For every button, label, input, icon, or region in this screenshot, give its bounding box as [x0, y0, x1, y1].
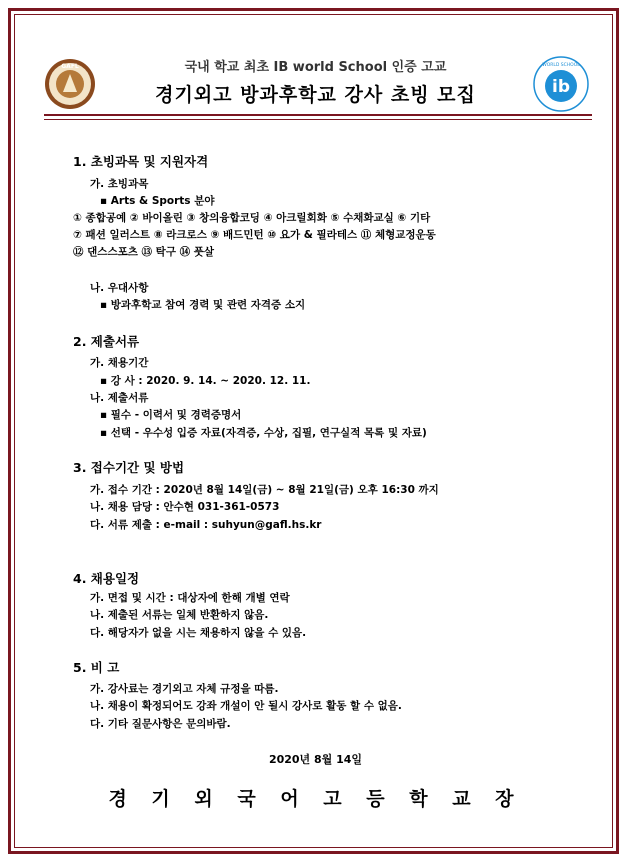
header-rule-thick: [44, 114, 592, 116]
section1-a-bullet: ▪ Arts & Sports 분야: [100, 195, 215, 207]
section1-heading: 1. 초빙과목 및 지원자격: [73, 154, 209, 169]
header-rule-thin: [44, 119, 592, 120]
section4-line-2: 나. 제출된 서류는 일체 반환하지 않음.: [90, 609, 269, 621]
seal-text: GAFL: [61, 63, 79, 70]
section2-heading: 2. 제출서류: [73, 334, 140, 349]
section5-line-1: 가. 강사료는 경기외고 자체 규정을 따름.: [90, 683, 279, 695]
issuer-signature: 경 기 외 국 어 고 등 학 교 장: [108, 788, 523, 810]
section5-line-3: 다. 기타 질문사항은 문의바람.: [90, 718, 231, 730]
document-date: 2020년 8월 14일: [268, 753, 363, 766]
section2-b-bullet-2: ▪ 선택 - 우수성 입증 자료(자격증, 수상, 집필, 연구실적 목록 및 자료): [100, 427, 427, 439]
subjects-line-3: ⑫ 댄스스포츠 ⑬ 탁구 ⑭ 풋살: [73, 246, 215, 258]
section1-b-bullet: ▪ 방과후학교 참여 경력 및 관련 자격증 소지: [100, 299, 306, 311]
section3-line-2: 나. 채용 담당 : 안수현 031-361-0573: [90, 501, 280, 513]
section2-b-bullet-1: ▪ 필수 - 이력서 및 경력증명서: [100, 409, 242, 421]
section5-heading: 5. 비 고: [73, 660, 120, 675]
section4-line-1: 가. 면접 및 시간 : 대상자에 한해 개별 연락: [90, 592, 290, 604]
ib-mark: ib: [552, 77, 570, 97]
header-subtitle: 국내 학교 최초 IB world School 인증 고교: [184, 60, 447, 75]
page-title: 경기외고 방과후학교 강사 초빙 모집: [155, 84, 476, 106]
section4-heading: 4. 채용일정: [73, 571, 140, 586]
section2-a-label: 가. 채용기간: [90, 357, 149, 369]
ib-ring-text: WORLD SCHOOL: [542, 63, 580, 68]
section3-heading: 3. 접수기간 및 방법: [73, 460, 185, 475]
section5-line-2: 나. 채용이 확정되어도 강좌 개설이 안 될시 강사로 활동 할 수 없음.: [90, 700, 402, 712]
section1-b-label: 나. 우대사항: [90, 282, 149, 294]
section3-line-3: 다. 서류 제출 : e-mail : suhyun@gafl.hs.kr: [90, 519, 322, 531]
section3-line-1: 가. 접수 기간 : 2020년 8월 14일(금) ~ 8월 21일(금) 오후 16:30 까지: [90, 484, 439, 496]
section2-a-bullet: ▪ 강 사 : 2020. 9. 14. ~ 2020. 12. 11.: [100, 375, 311, 387]
subjects-line-2: ⑦ 패션 일러스트 ⑧ 라크로스 ⑨ 배드민턴 ⑩ 요가 & 필라테스 ⑪ 체형교정운동: [73, 229, 436, 241]
section4-line-3: 다. 해당자가 없을 시는 채용하지 않을 수 있음.: [90, 627, 307, 639]
subjects-line-1: ① 종합공예 ② 바이올린 ③ 창의융합코딩 ④ 아크릴회화 ⑤ 수채화교실 ⑥ 기타: [73, 212, 431, 224]
section2-b-label: 나. 제출서류: [90, 392, 149, 404]
section1-a-label: 가. 초빙과목: [90, 178, 149, 190]
